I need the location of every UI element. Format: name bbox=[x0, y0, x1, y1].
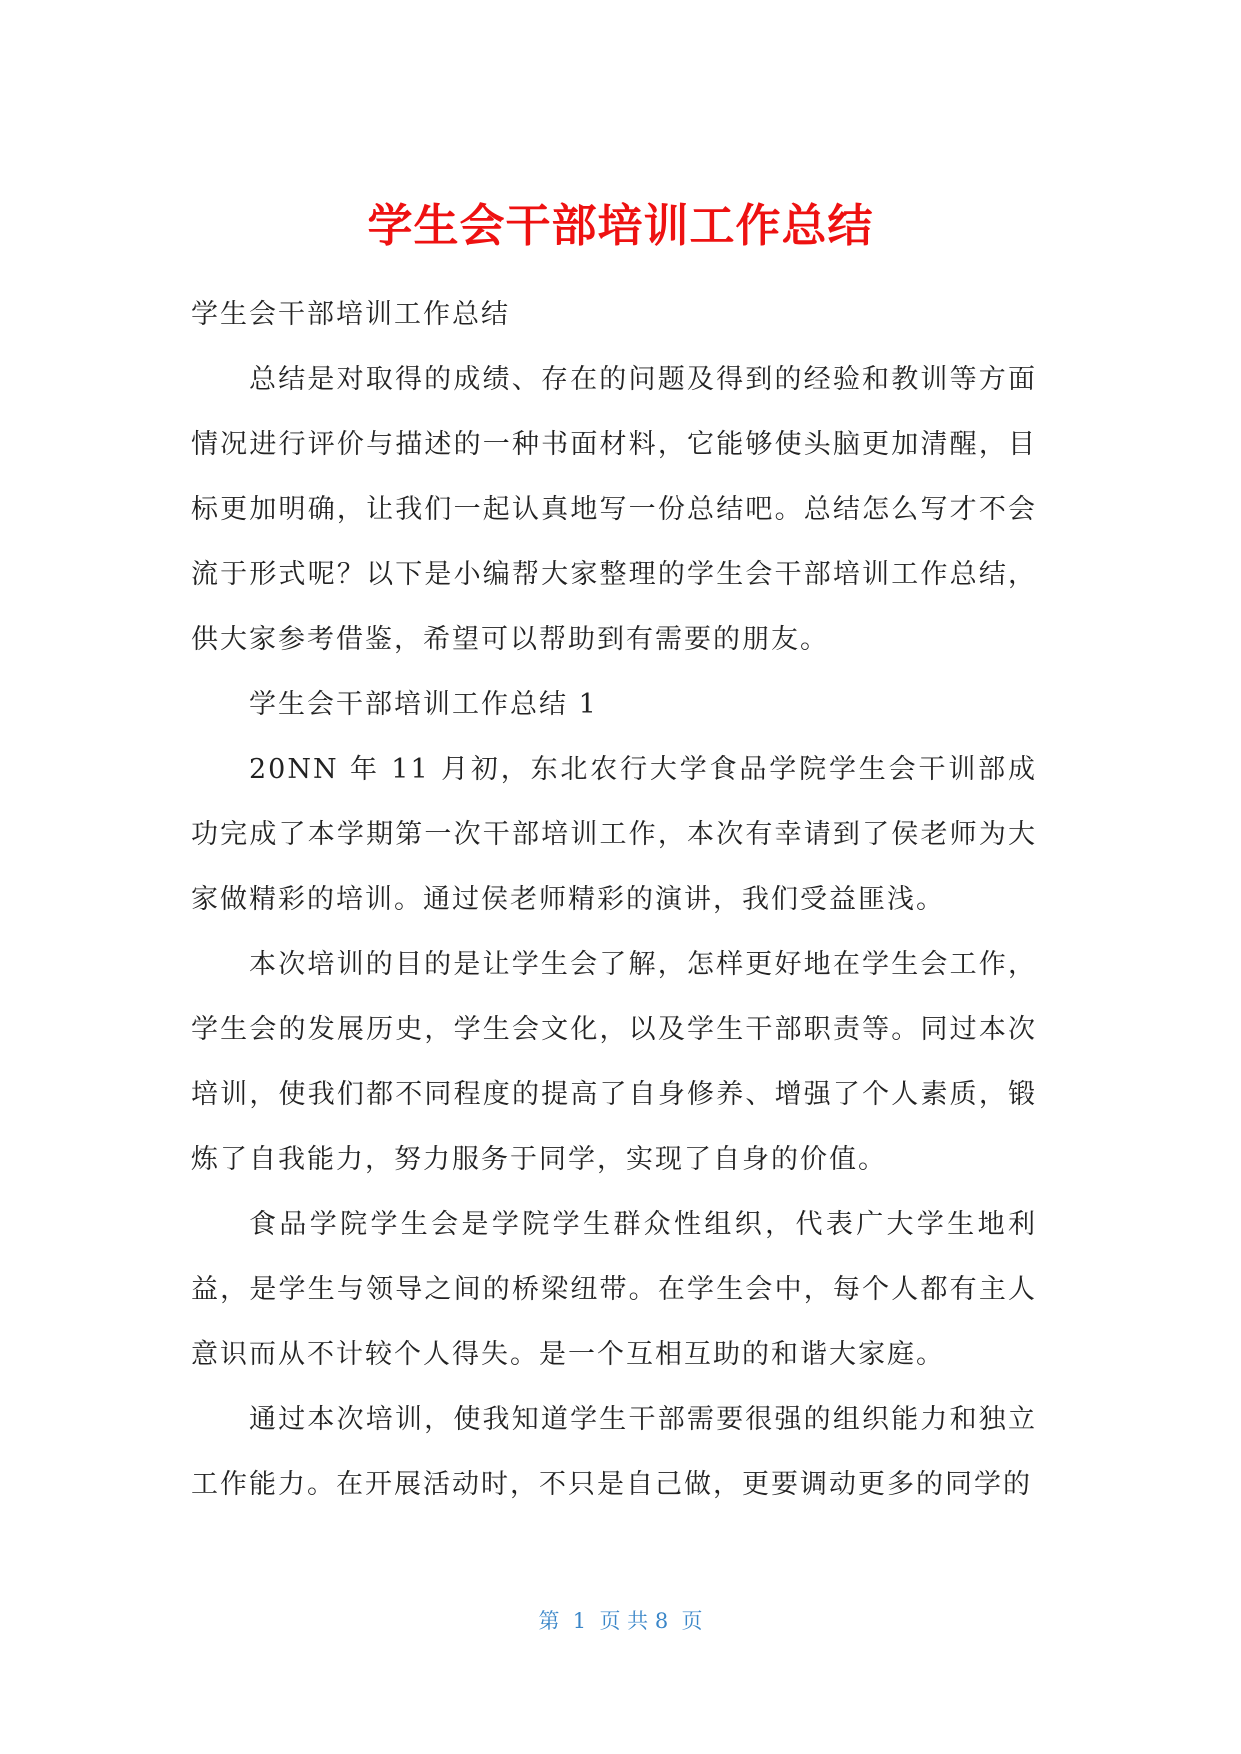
subtitle-line: 学生会干部培训工作总结 bbox=[191, 299, 510, 330]
section-heading: 学生会干部培训工作总结 1 bbox=[249, 689, 598, 720]
paragraph: 20NN 年 11 月初，东北农行大学食品学院学生会干训部成功完成了本学期第一次干部培训工作，本次有幸请到了侯老师为大家做精彩的培训。通过侯老师精彩的演讲，我们受益匪浅。 bbox=[191, 754, 1037, 915]
page-number-footer: 第 1 页 共 8 页 bbox=[538, 1609, 703, 1633]
paragraph: 通过本次培训，使我知道学生干部需要很强的组织能力和独立工作能力。在开展活动时，不只是自己做，更要调动更多的同学的 bbox=[191, 1404, 1037, 1500]
paragraph: 本次培训的目的是让学生会了解，怎样更好地在学生会工作，学生会的发展历史，学生会文化，以及学生干部职责等。同过本次培训，使我们都不同程度的提高了自身修养、增强了个人素质，锻炼了自我能力，努力服务于同学，实现了自身的价值。 bbox=[191, 949, 1037, 1175]
document-body bbox=[191, 282, 1037, 1517]
paragraph: 食品学院学生会是学院学生群众性组织，代表广大学生地利益，是学生与领导之间的桥梁纽带。在学生会中，每个人都有主人意识而从不计较个人得失。是一个互相互助的和谐大家庭。 bbox=[191, 1209, 1037, 1370]
paragraph: 总结是对取得的成绩、存在的问题及得到的经验和教训等方面情况进行评价与描述的一种书面材料，它能够使头脑更加清醒，目标更加明确，让我们一起认真地写一份总结吧。总结怎么写才不会流于形式呢？以下是小编帮大家整理的学生会干部培训工作总结，供大家参考借鉴，希望可以帮助到有需要的朋友。 bbox=[191, 364, 1037, 655]
document-title: 学生会干部培训工作总结 bbox=[367, 199, 874, 252]
